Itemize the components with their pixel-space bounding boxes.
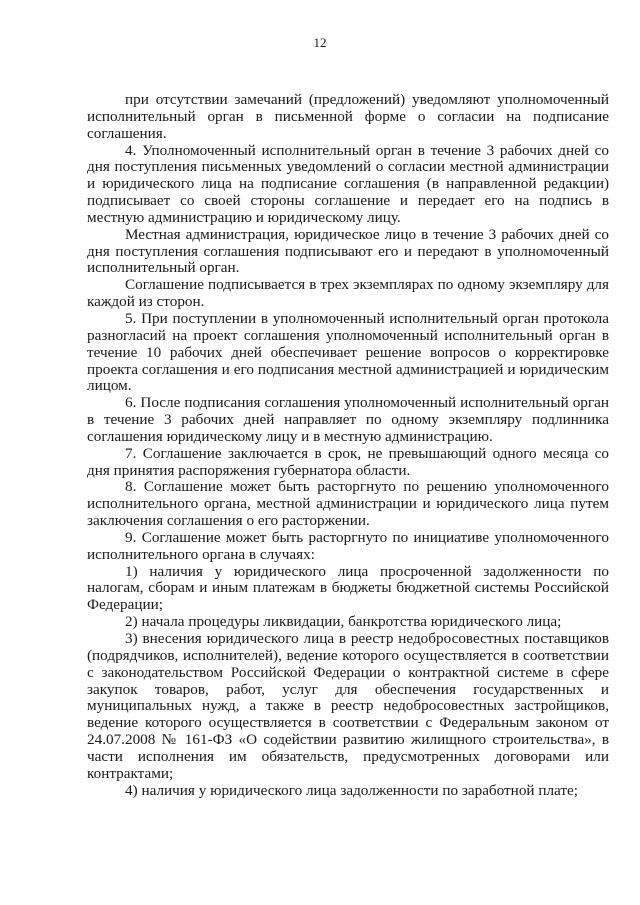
list-item: 4) наличия у юридического лица задолженности по заработной плате; [125, 781, 578, 799]
paragraph: 5. При поступлении в уполномоченный исполнительный орган протокола разногласий на проект соглашения уполномоченный исполнительный орган в течение 10 рабочих дней обеспечивает решение вопросов о корректировке проекта соглашения и его подписания местной администрацией и юридическим лицом. [87, 309, 609, 395]
paragraph: 8. Соглашение может быть расторгнуто по решению уполномоченного исполнительного органа, местной администрации и юридического лица путем заключения соглашения о его расторжении. [87, 478, 609, 530]
paragraph: 4. Уполномоченный исполнительный орган в течение 3 рабочих дней со дня поступления письменных уведомлений о согласии местной администрации и юридического лица на подписание соглашения (в направленной редакции) подписывает со своей стороны соглашение и передает его на подпись в местную администрацию и юридическому лицу. [87, 141, 609, 226]
paragraph: Соглашение подписывается в трех экземплярах по одному экземпляру для каждой из сторон. [87, 276, 609, 311]
list-item: 3) внесения юридического лица в реестр недобросовестных поставщиков (подрядчиков, исполнителей), ведение которого осуществляется в соответствии с законодательством Российской Федерации о контрактной системе в сфере закупок товаров, работ, услуг для обеспечения государственных и муниципальных нужд, а также в реестр недобросовестных застройщиков, ведение которого осуществляется в соответствии с Федеральным законом от 24.07.2008 № 161-ФЗ «О содействии развитию жилищного строительства», в части исполнения им обязательств, предусмотренных договорами или контрактами; [87, 630, 609, 782]
page-number: 12 [313, 35, 327, 50]
document-body [87, 92, 609, 799]
list-item: 1) наличия у юридического лица просроченной задолженности по налогам, сборам и иным платежам в бюджеты бюджетной системы Российской Федерации; [87, 562, 609, 614]
list-item: 2) начала процедуры ликвидации, банкротства юридического лица; [125, 613, 562, 631]
paragraph: при отсутствии замечаний (предложений) уведомляют уполномоченный исполнительный орган в письменной форме о согласии на подписание соглашения. [87, 91, 609, 142]
paragraph: 7. Соглашение заключается в срок, не превышающий одного месяца со дня принятия распоряжения губернатора области. [87, 444, 609, 479]
paragraph: Местная администрация, юридическое лицо в течение 3 рабочих дней со дня поступления соглашения подписывают его и передают в уполномоченный исполнительный орган. [87, 225, 609, 277]
paragraph: 9. Соглашение может быть расторгнуто по инициативе уполномоченного исполнительного органа в случаях: [87, 528, 609, 563]
paragraph: 6. После подписания соглашения уполномоченный исполнительный орган в течение 3 рабочих дней направляет по одному экземпляру подлинника соглашения юридическому лицу и в местную администрацию. [87, 394, 609, 445]
